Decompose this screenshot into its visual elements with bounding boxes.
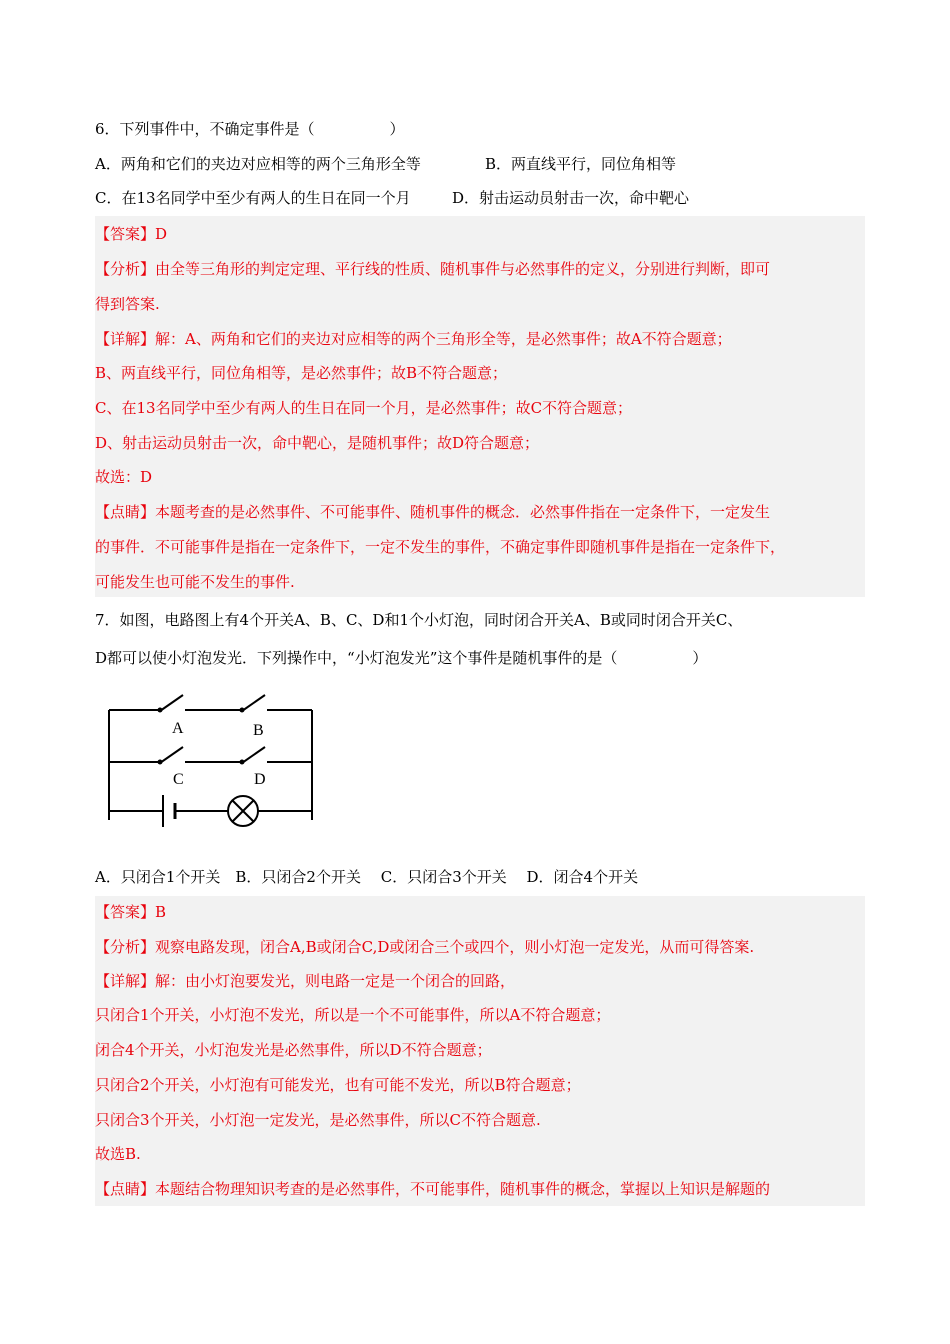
q6-answer (95, 224, 167, 244)
q6-analysis (95, 259, 770, 279)
q7-detail-3: 闭合4个开关，小灯泡发光是必然事件，所以D不符合题意； (95, 1041, 492, 1059)
q6-option-a: A．两角和它们的夹边对应相等的两个三角形全等 (95, 155, 421, 173)
q7-answer (95, 902, 166, 922)
switch-d-lever (242, 747, 265, 763)
switch-label-b: B (253, 722, 264, 739)
comment-text: 本题考查的是必然事件、不可能事件、随机事件的概念．必然事件指在一定条件下，一定发生 (155, 503, 771, 521)
analysis-tag: 【分析】 (95, 260, 156, 278)
q7-detail (95, 971, 515, 991)
q6-comment (95, 502, 770, 522)
comment-tag: 【点睛】 (95, 1180, 156, 1198)
analysis-text: 观察电路发现，闭合A,B或闭合C,D或闭合三个或四个，则小灯泡一定发光，从而可得答案. (155, 938, 755, 956)
analysis-tag: 【分析】 (95, 938, 156, 956)
q6-stem: 6．下列事件中，不确定事件是（ ） (95, 120, 405, 138)
circuit-diagram (103, 690, 318, 835)
comment-tag: 【点睛】 (95, 503, 156, 521)
answer-tag: 【答案】 (95, 903, 156, 921)
q7-detail-2: 只闭合1个开关，小灯泡不发光，所以是一个不可能事件，所以A不符合题意； (95, 1006, 611, 1024)
answer-value: D (155, 225, 168, 243)
q6-detail-5: 故选：D (95, 468, 153, 486)
q6-detail-4: D、射击运动员射击一次，命中靶心，是随机事件；故D符合题意； (95, 434, 540, 452)
q6-detail-2: B、两直线平行，同位角相等，是必然事件；故B不符合题意； (95, 364, 508, 382)
detail-text: 解：A、两角和它们的夹边对应相等的两个三角形全等，是必然事件；故A不符合题意； (155, 330, 732, 348)
detail-text: 解：由小灯泡要发光，则电路一定是一个闭合的回路， (155, 972, 516, 990)
q6-analysis-cont: 得到答案. (95, 295, 160, 313)
q6-option-b: B．两直线平行，同位角相等 (485, 155, 677, 173)
q6-option-d: D．射击运动员射击一次，命中靶心 (452, 189, 690, 207)
q7-comment (95, 1179, 770, 1199)
q6-option-c: C．在13名同学中至少有两人的生日在同一个月 (95, 189, 411, 207)
q6-comment-3: 可能发生也可能不发生的事件. (95, 573, 295, 591)
q7-options: A．只闭合1个开关 B．只闭合2个开关 C．只闭合3个开关 D．闭合4个开关 (95, 868, 639, 886)
switch-b-lever (242, 695, 265, 711)
q7-detail-6: 故选B. (95, 1145, 141, 1163)
detail-tag: 【详解】 (95, 972, 156, 990)
answer-value: B (155, 903, 167, 921)
switch-c-lever (160, 747, 183, 763)
q6-comment-2: 的事件．不可能事件是指在一定条件下，一定不发生的事件，不确定事件即随机事件是指在一定条件下， (95, 538, 786, 556)
switch-label-a: A (172, 720, 184, 737)
comment-text: 本题结合物理知识考查的是必然事件，不可能事件，随机事件的概念，掌握以上知识是解题的 (155, 1180, 771, 1198)
q6-detail (95, 329, 732, 349)
analysis-text: 由全等三角形的判定定理、平行线的性质、随机事件与必然事件的定义，分别进行判断，即可 (155, 260, 771, 278)
answer-tag: 【答案】 (95, 225, 156, 243)
switch-label-c: C (173, 771, 184, 788)
q7-detail-4: 只闭合2个开关，小灯泡有可能发光，也有可能不发光，所以B符合题意； (95, 1076, 581, 1094)
switch-label-d: D (254, 771, 266, 788)
q7-detail-5: 只闭合3个开关，小灯泡一定发光，是必然事件，所以C不符合题意. (95, 1111, 541, 1129)
q6-detail-3: C、在13名同学中至少有两人的生日在同一个月，是必然事件；故C不符合题意； (95, 399, 633, 417)
q7-stem-2: D都可以使小灯泡发光．下列操作中，“小灯泡发光”这个事件是随机事件的是（ ） (95, 649, 708, 667)
switch-a-lever (160, 695, 183, 711)
detail-tag: 【详解】 (95, 330, 156, 348)
q7-stem-1: 7．如图，电路图上有4个开关A、B、C、D和1个小灯泡，同时闭合开关A、B或同时闭合开关C、 (95, 611, 743, 629)
q7-analysis (95, 937, 754, 957)
